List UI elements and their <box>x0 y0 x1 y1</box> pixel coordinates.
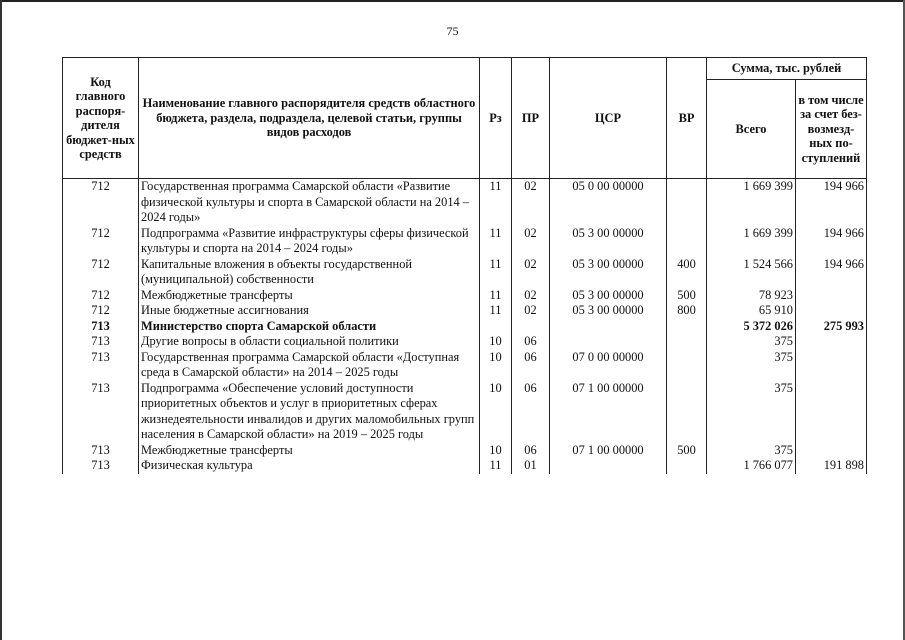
rz-cell: 11 <box>480 303 512 319</box>
table-row <box>63 443 867 459</box>
page-number: 75 <box>446 24 459 38</box>
csr-cell: 07 0 00 00000 <box>550 350 667 381</box>
code-cell: 713 <box>63 381 139 443</box>
grant-cell: 275 993 <box>796 319 867 335</box>
rz-cell: 11 <box>480 179 512 226</box>
table-body <box>63 179 867 474</box>
total-cell: 375 <box>707 443 796 459</box>
rz-cell: 10 <box>480 334 512 350</box>
vr-cell <box>667 319 707 335</box>
pr-cell: 06 <box>512 334 550 350</box>
code-cell: 713 <box>63 319 139 335</box>
vr-cell: 800 <box>667 303 707 319</box>
code-cell: 713 <box>63 443 139 459</box>
csr-cell <box>550 319 667 335</box>
total-cell: 1 766 077 <box>707 458 796 474</box>
vr-cell <box>667 334 707 350</box>
name-cell: Межбюджетные трансферты <box>139 443 480 459</box>
total-cell: 375 <box>707 350 796 381</box>
name-cell: Подпрограмма «Обеспечение условий доступности приоритетных объектов и услуг в приоритетных сферах жизнедеятельности инвалидов и других маломобильных групп населения в Самарской области» на 2019 – 2025 годы <box>139 381 480 443</box>
code-cell: 712 <box>63 303 139 319</box>
name-cell: Государственная программа Самарской области «Развитие физической культуры и спорта в Самарской области на 2014 – 2024 годы» <box>139 179 480 226</box>
header-total: Всего <box>707 80 796 179</box>
total-cell: 5 372 026 <box>707 319 796 335</box>
vr-cell: 400 <box>667 257 707 288</box>
vr-cell: 500 <box>667 443 707 459</box>
grant-cell: 191 898 <box>796 458 867 474</box>
grant-cell: 194 966 <box>796 257 867 288</box>
header-grant: в том числе за счет без-возмезд-ных по-ступлений <box>796 80 867 179</box>
header-name: Наименование главного распорядителя средств областного бюджета, раздела, подраздела, целевой статьи, группы видов расходов <box>139 58 480 179</box>
header-pr: ПР <box>512 58 550 179</box>
total-cell: 375 <box>707 381 796 443</box>
rz-cell: 11 <box>480 458 512 474</box>
code-cell: 713 <box>63 458 139 474</box>
header-rz: Рз <box>480 58 512 179</box>
table-row <box>63 458 867 474</box>
rz-cell: 11 <box>480 226 512 257</box>
rz-cell: 10 <box>480 443 512 459</box>
code-cell: 713 <box>63 350 139 381</box>
table-row <box>63 288 867 304</box>
header-code: Код главного распоря-дителя бюджет-ных средств <box>63 58 139 179</box>
total-cell: 1 669 399 <box>707 226 796 257</box>
name-cell: Подпрограмма «Развитие инфраструктуры сферы физической культуры и спорта на 2014 – 2024 годы» <box>139 226 480 257</box>
csr-cell <box>550 334 667 350</box>
csr-cell: 05 3 00 00000 <box>550 303 667 319</box>
vr-cell <box>667 226 707 257</box>
rz-cell: 10 <box>480 350 512 381</box>
rz-cell <box>480 319 512 335</box>
table-row <box>63 334 867 350</box>
grant-cell <box>796 288 867 304</box>
rz-cell: 11 <box>480 257 512 288</box>
table-row <box>63 257 867 288</box>
table-row <box>63 179 867 226</box>
table-row <box>63 381 867 443</box>
table-header <box>63 58 867 179</box>
grant-cell <box>796 334 867 350</box>
grant-cell <box>796 381 867 443</box>
code-cell: 712 <box>63 179 139 226</box>
name-cell: Физическая культура <box>139 458 480 474</box>
code-cell: 713 <box>63 334 139 350</box>
grant-cell <box>796 350 867 381</box>
header-vr: ВР <box>667 58 707 179</box>
table-row <box>63 226 867 257</box>
scan-edge-top <box>0 0 905 2</box>
name-cell: Государственная программа Самарской области «Доступная среда в Самарской области» на 2014 – 2025 годы <box>139 350 480 381</box>
total-cell: 78 923 <box>707 288 796 304</box>
csr-cell: 05 3 00 00000 <box>550 288 667 304</box>
csr-cell: 05 0 00 00000 <box>550 179 667 226</box>
name-cell: Капитальные вложения в объекты государственной (муниципальной) собственности <box>139 257 480 288</box>
pr-cell: 06 <box>512 443 550 459</box>
total-cell: 375 <box>707 334 796 350</box>
total-cell: 1 669 399 <box>707 179 796 226</box>
name-cell: Иные бюджетные ассигнования <box>139 303 480 319</box>
vr-cell <box>667 179 707 226</box>
vr-cell <box>667 381 707 443</box>
grant-cell <box>796 443 867 459</box>
budget-table <box>62 57 867 474</box>
pr-cell: 01 <box>512 458 550 474</box>
code-cell: 712 <box>63 257 139 288</box>
csr-cell <box>550 458 667 474</box>
total-cell: 65 910 <box>707 303 796 319</box>
pr-cell: 02 <box>512 257 550 288</box>
pr-cell <box>512 319 550 335</box>
pr-cell: 02 <box>512 226 550 257</box>
pr-cell: 02 <box>512 179 550 226</box>
name-cell: Межбюджетные трансферты <box>139 288 480 304</box>
table-row <box>63 350 867 381</box>
grant-cell <box>796 303 867 319</box>
pr-cell: 02 <box>512 303 550 319</box>
scan-edge-left <box>0 0 2 640</box>
code-cell: 712 <box>63 226 139 257</box>
pr-cell: 02 <box>512 288 550 304</box>
header-csr: ЦСР <box>550 58 667 179</box>
code-cell: 712 <box>63 288 139 304</box>
name-cell: Министерство спорта Самарской области <box>139 319 480 335</box>
name-cell: Другие вопросы в области социальной политики <box>139 334 480 350</box>
vr-cell <box>667 350 707 381</box>
vr-cell <box>667 458 707 474</box>
header-sum-group: Сумма, тыс. рублей <box>707 58 867 80</box>
table-row <box>63 319 867 335</box>
pr-cell: 06 <box>512 381 550 443</box>
total-cell: 1 524 566 <box>707 257 796 288</box>
csr-cell: 05 3 00 00000 <box>550 257 667 288</box>
table-row <box>63 303 867 319</box>
csr-cell: 07 1 00 00000 <box>550 443 667 459</box>
grant-cell: 194 966 <box>796 179 867 226</box>
rz-cell: 11 <box>480 288 512 304</box>
csr-cell: 05 3 00 00000 <box>550 226 667 257</box>
pr-cell: 06 <box>512 350 550 381</box>
grant-cell: 194 966 <box>796 226 867 257</box>
csr-cell: 07 1 00 00000 <box>550 381 667 443</box>
rz-cell: 10 <box>480 381 512 443</box>
vr-cell: 500 <box>667 288 707 304</box>
